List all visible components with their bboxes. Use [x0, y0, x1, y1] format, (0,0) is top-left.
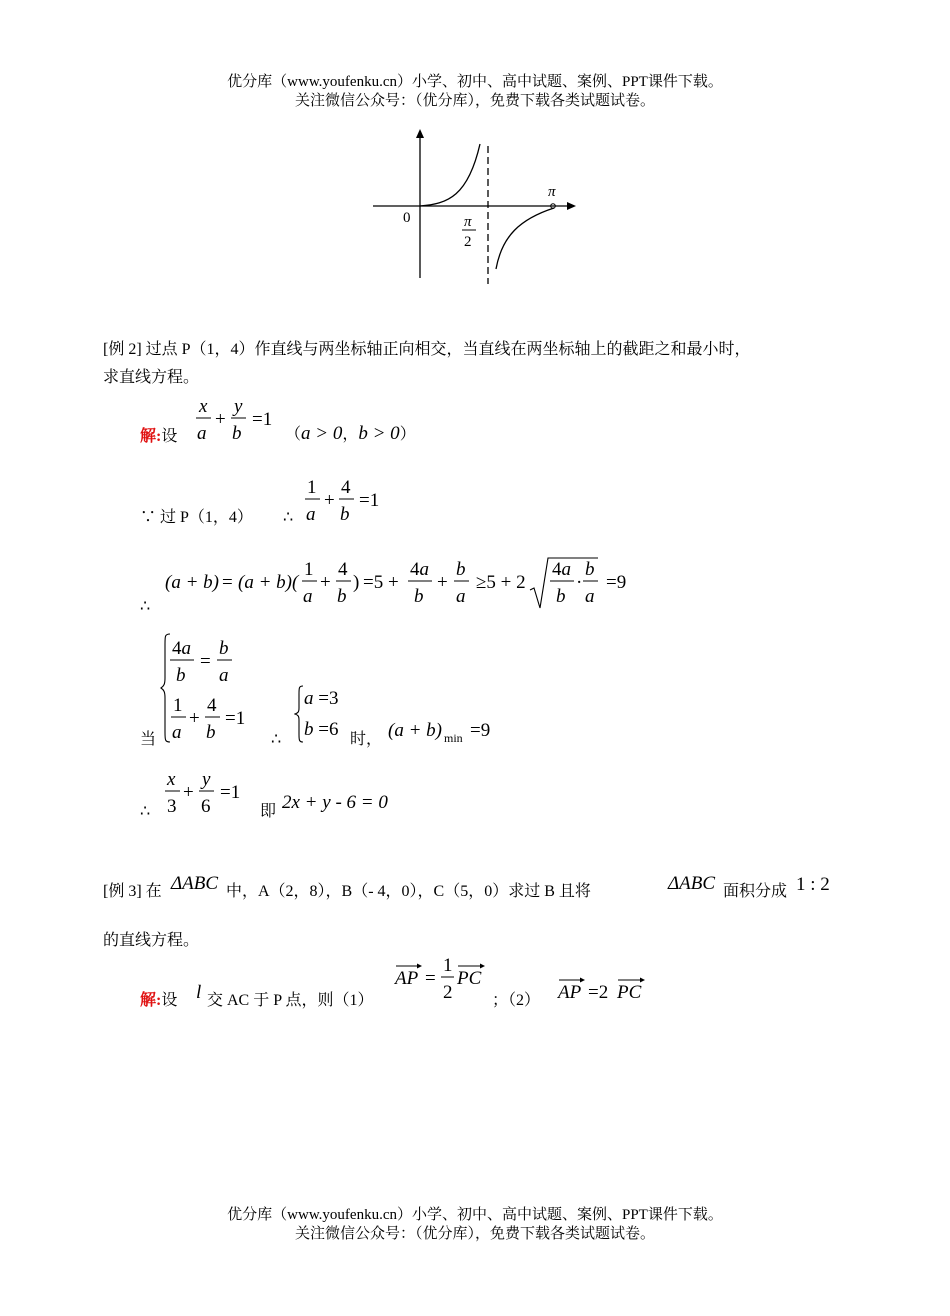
example3-question-line2: 的直线方程。 — [103, 932, 200, 949]
footer-line-1: 优分库（www.youfenku.cn）小学、初中、高中试题、案例、PPT课件下载。 — [227, 1207, 723, 1223]
svg-text:b =6: b =6 — [304, 719, 339, 740]
svg-text:=1: =1 — [252, 409, 273, 430]
cond-b: b > 0 — [358, 423, 400, 444]
svg-text:y: y — [234, 396, 243, 417]
svg-text:=1: =1 — [220, 782, 241, 803]
svg-text:+: + — [320, 572, 331, 593]
when-word: 当 — [140, 731, 157, 748]
svg-text:2: 2 — [443, 982, 453, 1003]
time-word: 时， — [350, 731, 383, 748]
svg-text:=1: =1 — [359, 490, 380, 511]
right-branch-curve — [496, 208, 554, 269]
svg-text:=5 +: =5 + — [363, 572, 399, 593]
svg-text:4a: 4a — [410, 559, 429, 580]
svg-text:a =3: a =3 — [304, 688, 339, 709]
example3-solution-label: 解: — [140, 992, 162, 1009]
equality-condition-system — [160, 630, 260, 746]
svg-text:): ) — [353, 572, 360, 593]
svg-text:a: a — [456, 586, 466, 607]
svg-text:b: b — [340, 504, 350, 525]
svg-text:(a + b)(: (a + b)( — [238, 572, 299, 593]
example3-question-middle: 中，A（2，8），B（- 4，0），C（5，0）求过 B 且将 — [226, 883, 591, 900]
intercept-equation — [194, 393, 284, 447]
svg-text:3: 3 — [167, 796, 177, 817]
svg-text:AP: AP — [395, 968, 419, 989]
am-gm-inequality — [160, 552, 640, 614]
vector-ratio-case-1 — [392, 952, 492, 1006]
cond-open: （ — [285, 426, 302, 443]
svg-text:+: + — [215, 409, 226, 430]
cond-close: ） — [399, 426, 416, 443]
svg-text:1: 1 — [443, 955, 453, 976]
example2-question-line1: [例 2] 过点 P（1，4）作直线与两坐标轴正向相交，当直线在两坐标轴上的截距之和最小时， — [103, 341, 751, 358]
solution-system — [294, 683, 354, 745]
svg-text:AP: AP — [558, 982, 582, 1003]
cond-sep: ， — [342, 426, 359, 443]
svg-text:PC: PC — [457, 968, 482, 989]
set-word: 设 — [161, 428, 178, 445]
vector-ratio-case-2 — [555, 970, 655, 1006]
general-form-result: 2x + y - 6 = 0 — [282, 792, 388, 813]
svg-text:b: b — [232, 423, 242, 444]
svg-text:x: x — [167, 769, 176, 790]
therefore-symbol-4: ∴ — [140, 803, 151, 820]
svg-text:min: min — [444, 731, 463, 745]
svg-text:(a + b): (a + b) — [165, 572, 219, 593]
svg-text:1: 1 — [307, 477, 317, 498]
example3-solution-heading — [140, 991, 177, 1011]
svg-text:x: x — [199, 396, 208, 417]
example3-semicolon: ；（2） — [492, 992, 541, 1009]
svg-text:4: 4 — [338, 559, 348, 580]
svg-text:b: b — [219, 638, 229, 659]
solution-label: 解: — [140, 428, 162, 445]
svg-text:+: + — [437, 572, 448, 593]
svg-text:·: · — [576, 572, 583, 593]
svg-text:=: = — [425, 968, 436, 989]
svg-text:4: 4 — [207, 695, 217, 716]
x-axis-arrow-icon — [567, 202, 576, 210]
example3-set-word: 设 — [161, 992, 178, 1009]
svg-text:b: b — [585, 559, 595, 580]
svg-text:y: y — [202, 769, 211, 790]
half-pi-numerator: π — [464, 214, 472, 230]
svg-text:1: 1 — [173, 695, 183, 716]
svg-text:=: = — [222, 572, 233, 593]
example3-question-tail: 面积分成 — [723, 883, 788, 900]
half-pi-denominator: 2 — [464, 234, 472, 250]
svg-text:PC: PC — [617, 982, 642, 1003]
line-l-variable: l — [196, 982, 202, 1003]
svg-text:b: b — [206, 722, 216, 743]
svg-text:4a: 4a — [172, 638, 191, 659]
svg-text:+: + — [183, 782, 194, 803]
therefore-symbol-2: ∴ — [140, 598, 151, 615]
svg-text:b: b — [556, 586, 566, 607]
point-substitution-equation — [302, 474, 392, 528]
cond-a: a > 0 — [301, 423, 343, 444]
svg-text:(a + b): (a + b) — [388, 720, 442, 741]
ji-word: 即 — [260, 803, 277, 820]
svg-text:=2: =2 — [588, 982, 609, 1003]
svg-text:≥5 + 2: ≥5 + 2 — [476, 572, 526, 593]
svg-text:a: a — [585, 586, 595, 607]
svg-text:a: a — [219, 665, 229, 686]
positive-conditions — [285, 424, 416, 445]
svg-text:b: b — [414, 586, 424, 607]
example2-solution-heading — [140, 427, 177, 447]
left-branch-curve — [420, 144, 480, 206]
example3-prefix: [例 3] 在 — [103, 883, 162, 900]
footer-line-2: 关注微信公众号：（优分库），免费下载各类试题试卷。 — [294, 1226, 655, 1242]
svg-text:a: a — [197, 423, 207, 444]
ratio: 1 : 2 — [796, 874, 830, 895]
y-axis-arrow-icon — [416, 129, 424, 138]
therefore-symbol-1: ∴ — [283, 509, 294, 526]
line-intercept-form — [162, 766, 252, 820]
header-line-2: 关注微信公众号：（优分库），免费下载各类试题试卷。 — [294, 93, 655, 109]
svg-text:=: = — [200, 651, 211, 672]
svg-text:+: + — [189, 708, 200, 729]
svg-text:a: a — [172, 722, 182, 743]
svg-text:6: 6 — [201, 796, 211, 817]
therefore-symbol-3: ∴ — [271, 731, 282, 748]
svg-text:=9: =9 — [606, 572, 627, 593]
svg-text:b: b — [337, 586, 347, 607]
svg-text:=9: =9 — [470, 720, 491, 741]
svg-text:4a: 4a — [552, 559, 571, 580]
minimum-sum-result — [385, 712, 505, 746]
triangle-abc-2: ΔABC — [668, 873, 716, 894]
triangle-abc-1: ΔABC — [171, 873, 219, 894]
pi-label: π — [548, 184, 556, 200]
function-graph — [368, 124, 588, 289]
svg-text:1: 1 — [304, 559, 314, 580]
because-line: ∵ 过 P（1，4） — [140, 509, 253, 526]
svg-text:+: + — [324, 490, 335, 511]
svg-text:=1: =1 — [225, 708, 246, 729]
example3-intersect-text: 交 AC 于 P 点，则（1） — [207, 992, 374, 1009]
svg-text:a: a — [303, 586, 313, 607]
svg-text:4: 4 — [341, 477, 351, 498]
origin-label: 0 — [403, 210, 411, 226]
example2-question-line2: 求直线方程。 — [103, 369, 200, 386]
svg-text:a: a — [306, 504, 316, 525]
svg-text:b: b — [456, 559, 466, 580]
header-line-1: 优分库（www.youfenku.cn）小学、初中、高中试题、案例、PPT课件下载。 — [227, 74, 723, 90]
svg-text:b: b — [176, 665, 186, 686]
